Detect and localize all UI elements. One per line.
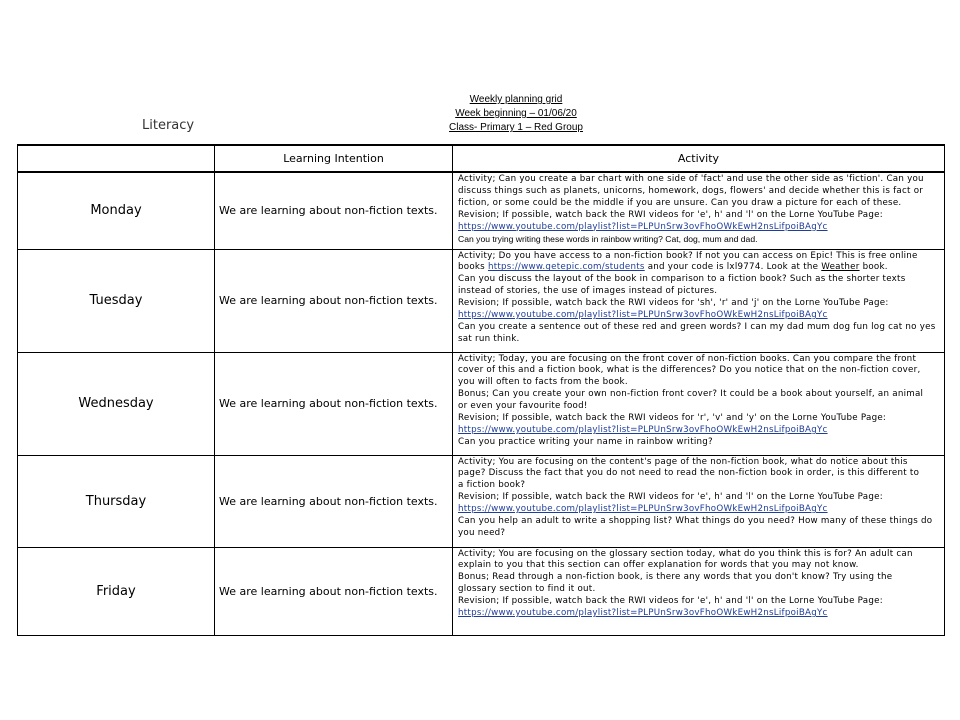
activity-line: sat run think. xyxy=(458,333,520,344)
activity-line: Can you create a sentence out of these red and green words? I can my dad mum dog fun log cat no yes xyxy=(458,321,936,332)
activity-line: Can you discuss the layout of the book in comparison to a fiction book? Such as the shorter texts xyxy=(458,274,906,285)
activity-cell xyxy=(453,455,945,547)
intention-cell: We are learning about non-fiction texts. xyxy=(215,547,453,635)
table-header-row xyxy=(18,145,945,172)
day-cell: Monday xyxy=(18,172,215,249)
activity-cell xyxy=(453,352,945,455)
activity-line: discuss things such as planets, unicorns, homework, dogs, flowers' and decide whether this is fact or xyxy=(458,185,924,196)
activity-line: Activity; Today, you are focusing on the front cover of non-fiction books. Can you compare the front xyxy=(458,353,917,364)
activity-line: a fiction book? xyxy=(458,480,526,491)
intention-cell: We are learning about non-fiction texts. xyxy=(215,455,453,547)
plan-header xyxy=(400,93,632,135)
activity-line: instead of stories, the use of images instead of pictures. xyxy=(458,286,718,297)
activity-cell xyxy=(453,547,945,635)
header-week: Week beginning – 01/06/20 xyxy=(455,108,577,119)
day-cell: Friday xyxy=(18,547,215,635)
activity-text: book. xyxy=(859,262,888,273)
intention-cell: We are learning about non-fiction texts. xyxy=(215,172,453,249)
activity-line: Activity; Can you create a bar chart with one side of 'fact' and use the other side as 'fiction'. Can you xyxy=(458,174,924,184)
activity-line: explain to you that this section can offer explanation for words that you may not know. xyxy=(458,560,859,571)
activity-line: Can you practice writing your name in rainbow writing? xyxy=(458,436,713,447)
col-activity: Activity xyxy=(453,145,945,172)
youtube-playlist-link[interactable]: https://www.youtube.com/playlist?list=PLPUnSrw3ovFhoOWkEwH2nsLifpoiBAgYc xyxy=(458,424,828,435)
activity-line xyxy=(458,262,941,274)
day-cell: Thursday xyxy=(18,455,215,547)
activity-cell xyxy=(453,172,945,249)
intention-cell: We are learning about non-fiction texts. xyxy=(215,249,453,352)
day-cell: Wednesday xyxy=(18,352,215,455)
youtube-playlist-link[interactable]: https://www.youtube.com/playlist?list=PLPUnSrw3ovFhoOWkEwH2nsLifpoiBAgYc xyxy=(458,608,828,619)
header-class: Class- Primary 1 – Red Group xyxy=(449,122,583,133)
table-row-monday xyxy=(18,172,945,249)
activity-line: Bonus; Can you create your own non-fiction front cover? It could be a book about yourself, an animal xyxy=(458,389,924,400)
activity-cell xyxy=(453,249,945,352)
activity-line: Revision; If possible, watch back the RWI videos for 'sh', 'r' and 'j' on the Lorne YouTube Page: xyxy=(458,298,889,309)
activity-line: fiction, or some could be the middle if you are unsure. Can you draw a picture for each of these. xyxy=(458,197,902,208)
youtube-playlist-link[interactable]: https://www.youtube.com/playlist?list=PLPUnSrw3ovFhoOWkEwH2nsLifpoiBAgYc xyxy=(458,221,828,232)
activity-line: glossary section to find it out. xyxy=(458,584,596,595)
subject-title: Literacy xyxy=(142,118,195,133)
activity-line: Bonus; Read through a non-fiction book, is there any words that you don't know? Try using the xyxy=(458,572,893,583)
table-row-friday xyxy=(18,547,945,635)
table-row-tuesday xyxy=(18,249,945,352)
activity-line: Revision; If possible, watch back the RWI videos for 'e', h' and 'l' on the Lorne YouTube Page: xyxy=(458,596,883,607)
header-blank-cell xyxy=(18,145,215,172)
weather-book-title: Weather xyxy=(821,262,860,273)
table-row-thursday xyxy=(18,455,945,547)
activity-text: and your code is lxl9774. Look at the xyxy=(644,262,822,273)
activity-line: Activity; Do you have access to a non-fiction book? If not you can access on Epic! This is free online xyxy=(458,250,918,261)
table-row-wednesday xyxy=(18,352,945,455)
activity-line: Can you help an adult to write a shopping list? What things do you need? How many of these things do xyxy=(458,516,933,527)
planning-grid xyxy=(17,144,945,636)
activity-line: Revision; If possible, watch back the RWI videos for 'e', h' and 'l' on the Lorne YouTube Page: xyxy=(458,209,883,220)
activity-line: Activity; You are focusing on the glossary section today, what do you think this is for? An adult can xyxy=(458,548,913,559)
day-cell: Tuesday xyxy=(18,249,215,352)
activity-line: you will often to facts from the book. xyxy=(458,377,628,388)
epic-link[interactable]: https://www.getepic.com/students xyxy=(487,262,645,273)
header-title: Weekly planning grid xyxy=(469,94,563,105)
activity-line: page? Discuss the fact that you do not need to read the non-fiction book in order, is this different to xyxy=(458,468,920,479)
activity-line: Revision; If possible, watch back the RWI videos for 'r', 'v' and 'y' on the Lorne YouTube Page: xyxy=(458,413,887,424)
activity-line: cover of this and a fiction book, what is the differences? Do you notice that on the non-fiction cover, xyxy=(458,365,921,376)
activity-text: books xyxy=(458,262,488,273)
col-learning-intention: Learning Intention xyxy=(215,145,453,172)
activity-line: Revision; If possible, watch back the RWI videos for 'e', h' and 'l' on the Lorne YouTube Page: xyxy=(458,492,883,503)
youtube-playlist-link[interactable]: https://www.youtube.com/playlist?list=PLPUnSrw3ovFhoOWkEwH2nsLifpoiBAgYc xyxy=(458,504,828,515)
activity-line: or even your favourite food! xyxy=(458,401,588,412)
intention-cell: We are learning about non-fiction texts. xyxy=(215,352,453,455)
activity-line: Can you trying writing these words in rainbow writing? Cat, dog, mum and dad. xyxy=(458,233,758,244)
activity-line: Activity; You are focusing on the content's page of the non-fiction book, what do notice about this xyxy=(458,456,908,467)
activity-line: you need? xyxy=(458,527,506,538)
youtube-playlist-link[interactable]: https://www.youtube.com/playlist?list=PLPUnSrw3ovFhoOWkEwH2nsLifpoiBAgYc xyxy=(458,310,828,321)
